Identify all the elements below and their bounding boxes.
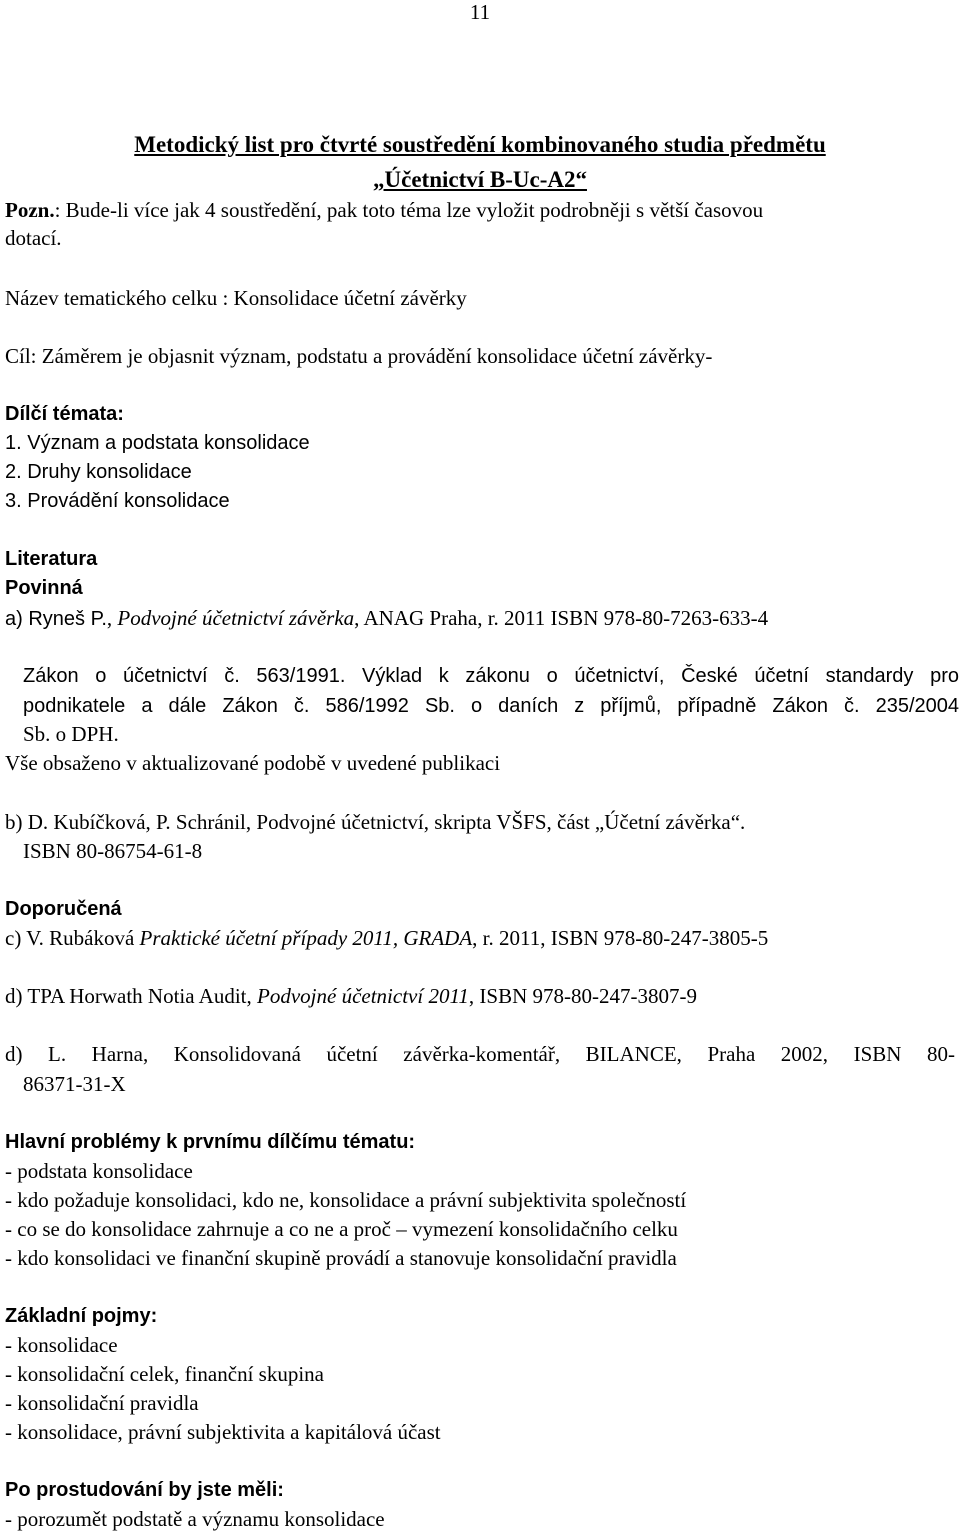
subtopic-item: 1. Význam a podstata konsolidace bbox=[5, 432, 310, 454]
law-line-2: podnikatele a dále Zákon č. 586/1992 Sb. o daních z příjmů, případně Zákon č. 235/2004 bbox=[23, 695, 959, 717]
goal: Cíl: Záměrem je objasnit význam, podstatu a provádění konsolidace účetní závěrky- bbox=[5, 344, 713, 368]
literature-item-d1: d) TPA Horwath Notia Audit, Podvojné účetnictví 2011, ISBN 978-80-247-3807-9 bbox=[5, 984, 697, 1008]
list-item: - konsolidační celek, finanční skupina bbox=[5, 1362, 324, 1386]
literature-item-a: a) Ryneš P., Podvojné účetnictví závěrka, ANAG Praha, r. 2011 ISBN 978-80-7263-633-4 bbox=[5, 606, 769, 630]
note-label: Pozn. bbox=[5, 198, 55, 222]
topic-title: Název tematického celku : Konsolidace účetní závěrky bbox=[5, 286, 467, 310]
list-item: - kdo konsolidaci ve finanční skupině provádí a stanovuje konsolidační pravidla bbox=[5, 1246, 677, 1270]
list-item: - co se do konsolidace zahrnuje a co ne a proč – vymezení konsolidačního celku bbox=[5, 1217, 678, 1241]
page-title-line-1: Metodický list pro čtvrté soustředění kombinovaného studia předmětu bbox=[134, 132, 826, 157]
page-title-line-2: „Účetnictví B-Uc-A2“ bbox=[373, 167, 587, 192]
subtopics-heading: Dílčí témata: bbox=[5, 403, 124, 425]
subtopic-item: 2. Druhy konsolidace bbox=[5, 461, 192, 483]
all-included-note: Vše obsaženo v aktualizované podobě v uvedené publikaci bbox=[5, 751, 501, 775]
book-title: Podvojné účetnictví 2011 bbox=[257, 984, 469, 1008]
law-line-3: Sb. o DPH. bbox=[23, 722, 119, 746]
literature-item-d2: d) L. Harna, Konsolidovaná účetní závěrka-komentář, BILANCE, Praha 2002, ISBN 80- bbox=[5, 1042, 955, 1066]
list-item: - podstata konsolidace bbox=[5, 1159, 193, 1183]
recommended-heading: Doporučená bbox=[5, 898, 122, 920]
list-item: - konsolidace bbox=[5, 1333, 118, 1357]
list-item: - kdo požaduje konsolidaci, kdo ne, konsolidace a právní subjektivita společností bbox=[5, 1188, 687, 1212]
law-line-1: Zákon o účetnictví č. 563/1991. Výklad k zákonu o účetnictví, České účetní standardy pro bbox=[23, 665, 959, 687]
page-number: 11 bbox=[469, 0, 491, 24]
mandatory-heading: Povinná bbox=[5, 577, 83, 599]
literature-heading: Literatura bbox=[5, 548, 98, 570]
basic-terms-heading: Základní pojmy: bbox=[5, 1305, 158, 1327]
list-item: - konsolidace, právní subjektivita a kapitálová účast bbox=[5, 1420, 441, 1444]
note-text: : Bude-li více jak 4 soustředění, pak toto téma lze vyložit podrobněji s větší časovou bbox=[54, 198, 764, 222]
main-problems-heading: Hlavní problémy k prvnímu dílčímu tématu: bbox=[5, 1131, 416, 1153]
book-title: Podvojné účetnictví závěrka bbox=[117, 606, 355, 630]
note-line-2: dotací. bbox=[5, 226, 62, 250]
subtopic-item: 3. Provádění konsolidace bbox=[5, 490, 230, 512]
literature-item-c: c) V. Rubáková Praktické účetní případy 2011, GRADA, r. 2011, ISBN 978-80-247-3805-5 bbox=[5, 926, 769, 950]
book-title: Praktické účetní případy 2011, GRADA bbox=[139, 926, 473, 950]
after-study-heading: Po prostudování by jste měli: bbox=[5, 1479, 284, 1501]
list-item: - konsolidační pravidla bbox=[5, 1391, 199, 1415]
list-item: - porozumět podstatě a významu konsolidace bbox=[5, 1507, 385, 1531]
literature-item-d2-isbn: 86371-31-X bbox=[23, 1072, 126, 1096]
literature-item-b: b) D. Kubíčková, P. Schránil, Podvojné účetnictví, skripta VŠFS, část „Účetní závěrka“. bbox=[5, 810, 746, 834]
note-line-1 bbox=[5, 200, 763, 221]
literature-item-b-isbn: ISBN 80-86754-61-8 bbox=[23, 839, 203, 863]
